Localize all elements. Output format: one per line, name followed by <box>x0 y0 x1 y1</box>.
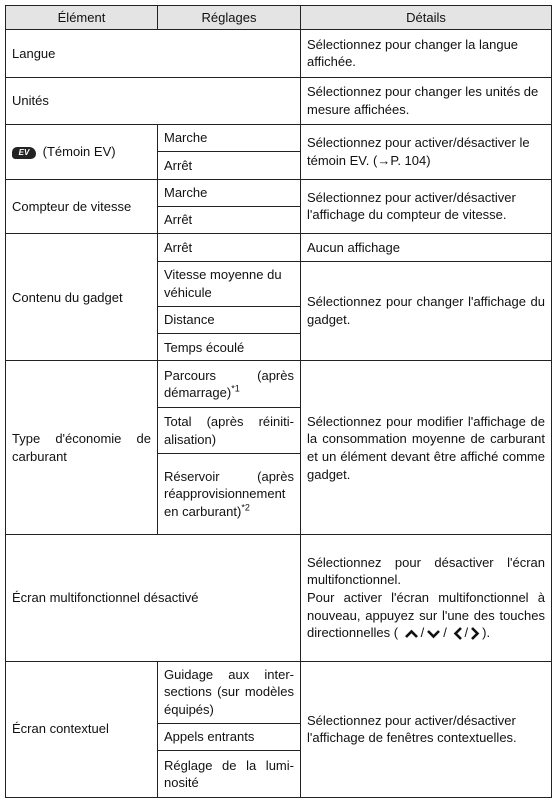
item-gadget: Contenu du gadget <box>6 234 158 361</box>
details-gadget: Sélectionnez pour changer l'affichage du gadget. <box>301 261 552 361</box>
table-row <box>6 30 552 77</box>
setting-guidage: Guidage aux intersections (sur modèles équipés) <box>158 661 301 724</box>
details-gadget-aucun: Aucun affichage <box>301 234 552 261</box>
details-ecran-multi-3: ). <box>482 625 491 641</box>
setting-gadget-distance: Distance <box>158 306 301 333</box>
setting-gadget-temps: Temps écoulé <box>158 334 301 361</box>
separator: / <box>443 625 447 641</box>
setting-parcours-label: Parcours (après démarrage) <box>164 367 294 401</box>
setting-luminosite: Réglage de la luminosité <box>158 751 301 798</box>
separator: / <box>420 625 425 641</box>
item-compteur: Compteur de vitesse <box>6 179 158 234</box>
item-contextuel: Écran contextuel <box>6 661 158 798</box>
footnote-1: *1 <box>231 383 240 394</box>
arrow-right-icon <box>470 626 480 641</box>
setting-ev-arret: Arrêt <box>158 152 301 179</box>
table-row <box>6 234 552 261</box>
settings-table <box>5 5 552 798</box>
details-ecran-multi <box>301 535 552 661</box>
arrow-left-icon <box>453 626 463 641</box>
table-row <box>6 661 552 724</box>
footnote-2: *2 <box>241 502 250 513</box>
details-langue: Sélectionnez pour changer la langue affichée. <box>301 30 552 77</box>
setting-parcours <box>158 361 301 407</box>
table-header-row <box>6 6 552 30</box>
details-ecran-multi-2: Pour activer l'écran multifonctionnel à nouveau, appuyez sur l'une des touches directionnelles ( <box>307 590 545 641</box>
setting-compteur-marche: Marche <box>158 179 301 206</box>
setting-ev-marche: Marche <box>158 125 301 152</box>
item-langue: Langue <box>6 30 301 77</box>
item-temoin-ev-label: (Témoin EV) <box>39 144 116 160</box>
setting-reservoir-label: Réservoir (après réapprovisionnement en carburant) <box>164 468 294 520</box>
setting-gadget-arret: Arrêt <box>158 234 301 261</box>
details-temoin-ev: Sélectionnez pour activer/désactiver le témoin EV. (→P. 104) <box>301 125 552 180</box>
table-row <box>6 125 552 152</box>
details-compteur: Sélectionnez pour activer/désactiver l'affichage du compteur de vitesse. <box>301 179 552 234</box>
header-details: Détails <box>301 6 552 30</box>
details-unites: Sélectionnez pour changer les unités de mesure affichées. <box>301 77 552 124</box>
setting-gadget-vitesse: Vitesse moyenne du véhicule <box>158 261 301 306</box>
arrow-down-icon <box>426 629 441 639</box>
details-economie: Sélectionnez pour modifier l'affichage de la consommation moyenne de carburant et un élément devant être affiché comme gadget. <box>301 361 552 535</box>
setting-appels: Appels entrants <box>158 724 301 751</box>
table-row <box>6 361 552 407</box>
setting-reservoir <box>158 454 301 535</box>
setting-total: Total (après réinitialisation) <box>158 407 301 453</box>
setting-compteur-arret: Arrêt <box>158 206 301 233</box>
table-row <box>6 535 552 661</box>
header-element: Élément <box>6 6 158 30</box>
details-contextuel: Sélectionnez pour activer/désactiver l'affichage de fenêtres contextuelles. <box>301 661 552 798</box>
item-unites: Unités <box>6 77 301 124</box>
separator: / <box>464 625 469 641</box>
table-row <box>6 179 552 206</box>
item-economie: Type d'économie de carburant <box>6 361 158 535</box>
details-ecran-multi-1: Sélectionnez pour désactiver l'écran multifonctionnel. <box>307 554 545 588</box>
header-reglages: Réglages <box>158 6 301 30</box>
ev-indicator-icon: EV <box>12 147 36 159</box>
table-row <box>6 77 552 124</box>
arrow-up-icon <box>404 629 419 639</box>
item-ecran-multi: Écran multifonctionnel désactivé <box>6 535 301 661</box>
item-temoin-ev <box>6 125 158 180</box>
